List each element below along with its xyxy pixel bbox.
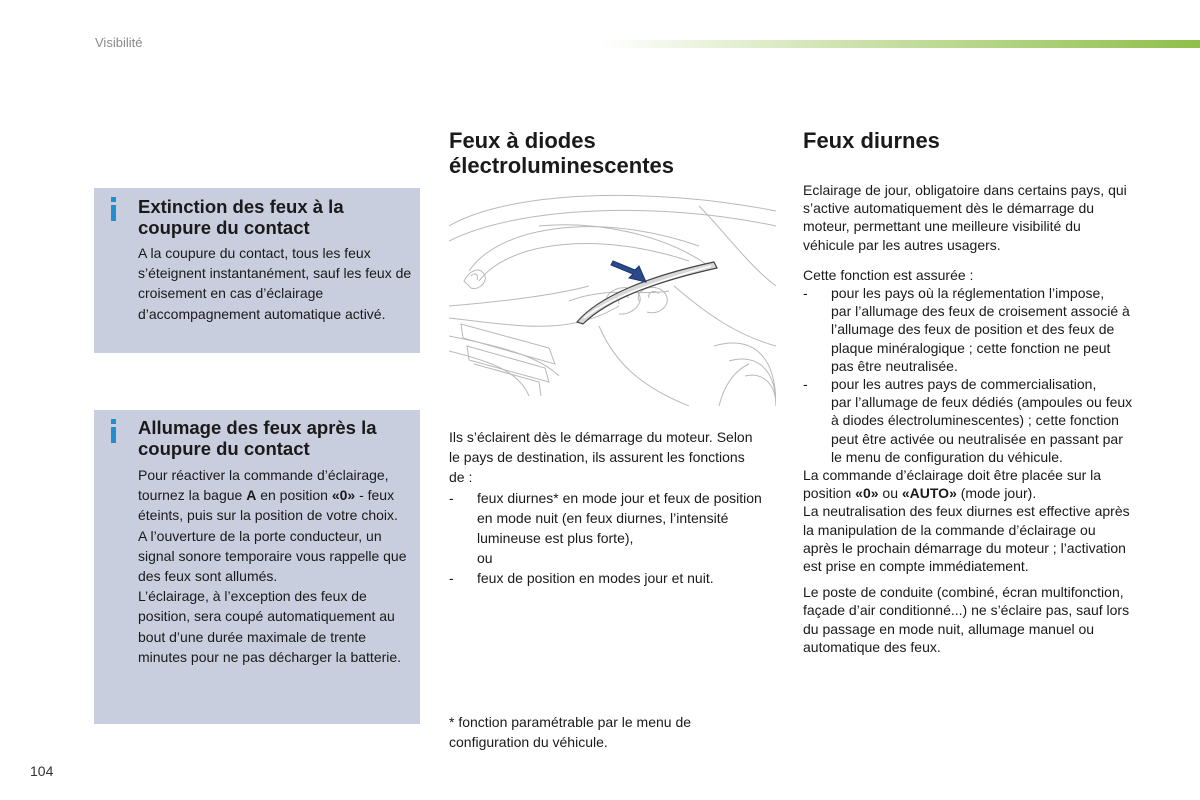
info-box-text: A la coupure du contact, tous les feux s’éteignent instantanément, sauf les feux de croisement en cas d’éclairage d’accompagnement automatique activé.	[138, 245, 412, 322]
pointer-arrow-icon	[611, 261, 646, 282]
info-box-text: Pour réactiver la commande d’éclairage, tournez la bague A en position «0» - feux éteints, puis sur la position de votre choix. A l’ouverture de la porte conducteur, un signal sonore temporaire vous rappelle que des feux sont allumés. L’éclairage, à l’exception des feux de position, sera coupé automatiquement au bout d’une durée maximale de trente minutes pour ne pas décharger la batterie.	[138, 467, 407, 665]
list-or: ou	[477, 550, 493, 567]
list-item: - pour les pays où la réglementation l’impose, par l’allumage des feux de croisement associé à l’allumage des feux de position et des feux de plaque minéralogique ; cette fonction ne peut pas être neutralisée.	[803, 285, 1130, 374]
footnote: * fonction paramétrable par le menu de configuration du véhicule.	[449, 714, 692, 750]
paragraph: La commande d’éclairage doit être placée sur la position «0» ou «AUTO» (mode jour).	[803, 467, 1102, 502]
paragraph: Cette fonction est assurée :	[803, 266, 974, 283]
car-front-illustration	[449, 186, 776, 406]
paragraph: La neutralisation des feux diurnes est effective après la manipulation de la commande d’éclairage ou après le prochain démarrage du moteur ; l’activation est prise en compte immédiatement.	[803, 503, 1130, 575]
header-bar	[600, 40, 1200, 48]
info-box-title: Allumage des feux après la coupure du contact	[138, 417, 377, 459]
paragraph: Eclairage de jour, obligatoire dans certains pays, qui s’active automatiquement dès le démarrage du moteur, permettant une meilleure visibilité du véhicule par les autres usagers.	[803, 182, 1127, 253]
list-item: - feux diurnes* en mode jour et feux de position en mode nuit (en feux diurnes, l’intensité lumineuse est plus forte),	[449, 489, 762, 547]
led-description	[449, 427, 764, 589]
section-title-led: Feux à diodes électroluminescentes	[449, 128, 674, 178]
info-icon	[111, 419, 117, 443]
page-number: 104	[30, 763, 54, 779]
led-intro: Ils s’éclairent dès le démarrage du moteur. Selon le pays de destination, ils assurent les fonctions de :	[449, 429, 753, 486]
info-box-allumage	[94, 410, 420, 724]
section-label: Visibilité	[95, 35, 143, 50]
list-item: - feux de position en modes jour et nuit.	[449, 570, 714, 587]
info-box-extinction	[94, 188, 420, 353]
daytime-description	[803, 181, 1133, 656]
section-title-daytime: Feux diurnes	[803, 128, 940, 153]
info-box-title: Extinction des feux à la coupure du contact	[138, 196, 344, 238]
info-icon	[111, 197, 117, 221]
paragraph: Le poste de conduite (combiné, écran multifonction, façade d’air conditionné...) ne s’éclaire pas, sauf lors du passage en mode nuit, allumage manuel ou automatique des feux.	[803, 584, 1130, 655]
list-item: - pour les autres pays de commercialisation, par l’allumage de feux dédiés (ampoules ou feux à diodes électroluminescentes) ; cette fonction peut être activée ou neutralisée en passant par le menu de configuration du véhicule.	[803, 376, 1133, 465]
